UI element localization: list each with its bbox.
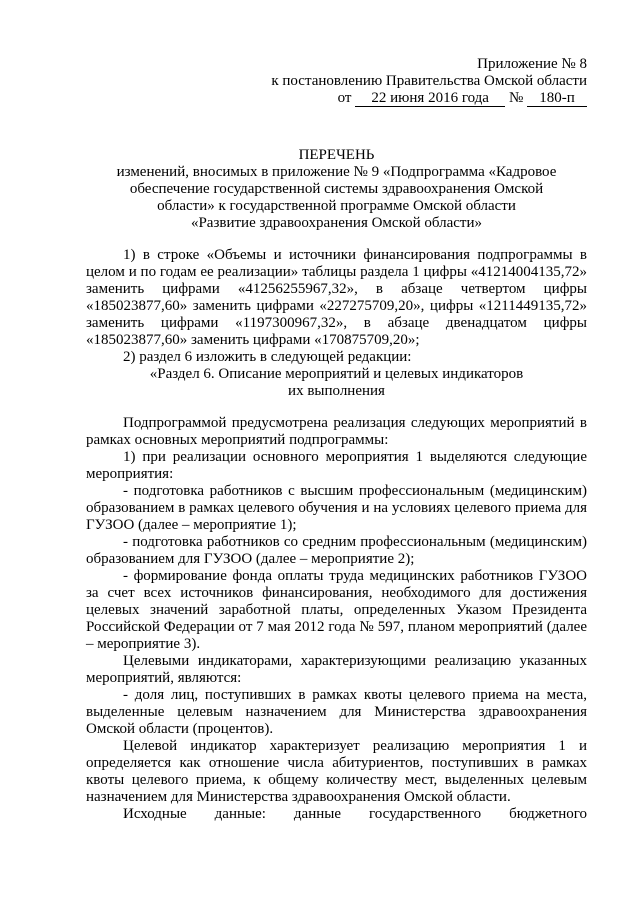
title-heading: ПЕРЕЧЕНЬ — [298, 147, 375, 163]
paragraph-item-1: 1) в строке «Объемы и источники финансирования подпрограммы в целом и по годам ее реализации» таблицы раздела 1 цифры «41214004135,72» заменить цифрами «41256255967,32», в абзаце четвертом цифры «185023877,60» заменить цифрами «227275709,20», цифры «1211449135,72» заменить цифрами «1197300967,32», в абзаце двенадцатом цифры «185023877,60» заменить цифрами «170875709,20»; — [86, 247, 587, 348]
number-label: № — [508, 90, 524, 106]
from-label: от — [337, 90, 352, 106]
appendix-header — [86, 56, 587, 107]
section-title-line-1: «Раздел 6. Описание мероприятий и целевых индикаторов — [149, 366, 524, 382]
paragraph-indicator-description: Целевой индикатор характеризует реализацию мероприятия 1 и определяется как отношение числа абитуриентов, поступивших в рамках квоты целевого приема, к общему количеству мест, выделенных целевым назначением для Министерства здравоохранения Омской области. — [86, 738, 587, 805]
appendix-date-line — [86, 90, 587, 107]
paragraph-source-data: Исходные данные: данные государственного бюджетного — [123, 806, 587, 822]
title-line-1: изменений, вносимых в приложение № 9 «Подпрограмма «Кадровое — [116, 164, 557, 180]
paragraph-activity-3: - формирование фонда оплаты труда медицинских работников ГУЗОО за счет всех источников финансирования, необходимого для достижения целевых значений заработной платы, определенных Указом Президента Российской Федерации от 7 мая 2012 года № 597, планом мероприятий (далее – мероприятие 3). — [86, 568, 587, 652]
section-title-line-2: их выполнения — [288, 383, 385, 399]
paragraph-indicators-intro: Целевыми индикаторами, характеризующими реализацию указанных мероприятий, являются: — [86, 653, 587, 686]
appendix-number: Приложение № 8 — [477, 56, 587, 72]
title-line-4: «Развитие здравоохранения Омской области» — [190, 215, 483, 231]
paragraph-activity-1: - подготовка работников с высшим профессиональным (медицинским) образованием в рамках целевого обучения и на условиях целевого приема для ГУЗОО (далее – мероприятие 1); — [86, 483, 587, 533]
appendix-reference: к постановлению Правительства Омской области — [271, 73, 587, 89]
decree-date: 22 июня 2016 года — [355, 91, 505, 107]
paragraph-intro: Подпрограммой предусмотрена реализация следующих мероприятий в рамках основных мероприятий подпрограммы: — [86, 415, 587, 448]
paragraph-item-2: 2) раздел 6 изложить в следующей редакции: — [123, 349, 412, 365]
title-line-2: обеспечение государственной системы здравоохранения Омской — [129, 181, 544, 197]
paragraph-indicator-1: - доля лиц, поступивших в рамках квоты целевого приема на места, выделенные целевым назначением для Министерства здравоохранения Омской области (процентов). — [86, 687, 587, 737]
title-line-3: области» к государственной программе Омской области — [157, 198, 516, 214]
decree-number: 180-п — [527, 91, 587, 107]
paragraph-activity-2: - подготовка работников со средним профессиональным (медицинским) образованием для ГУЗОО (далее – мероприятие 2); — [86, 534, 587, 567]
section-6-title — [86, 366, 587, 400]
document-title — [86, 147, 587, 232]
paragraph-main-activity-1: 1) при реализации основного мероприятия 1 выделяются следующие мероприятия: — [86, 449, 587, 482]
